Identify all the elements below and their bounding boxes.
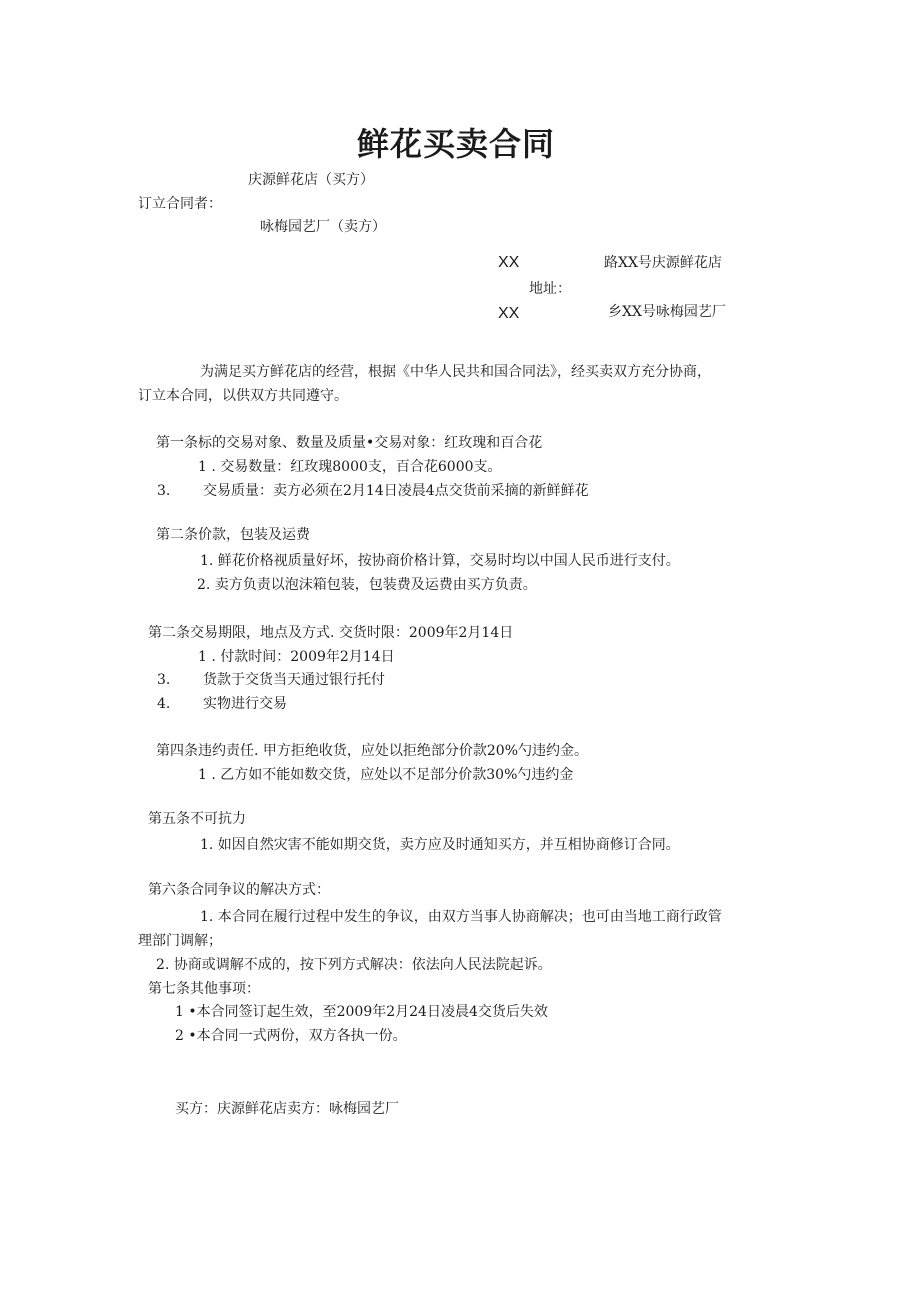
section-2-item-2: 2. 卖方负责以泡沫箱包装，包装费及运费由买方负责。 (197, 577, 537, 593)
intro-line1: 为满足买方鲜花店的经营，根据《中华人民共和国合同法》，经买卖双方充分协商， (200, 364, 711, 380)
section-6-item-2: 2. 协商或调解不成的，按下列方式解决：依法向人民法院起诉。 (156, 957, 552, 973)
section-4-item-1: 1 . 乙方如不能如数交货，应处以不足部分价款30%勺违约金 (198, 767, 574, 783)
signature-line: 买方：庆源鲜花店卖方：咏梅园艺厂 (175, 1101, 399, 1117)
buyer-party: 庆源鲜花店（买方） (248, 172, 374, 188)
section-3-title: 第二条交易期限，地点及方式. 交货时限：2009年2月14日 (148, 625, 514, 641)
section-7-title: 第七条其他事项： (148, 981, 260, 997)
section-5-item-1: 1. 如因自然灾害不能如期交货，卖方应及时通知买方，并互相协商修订合同。 (200, 837, 680, 853)
section-5-title: 第五条不可抗力 (148, 811, 246, 827)
section-1-item-1: 1 . 交易数量：红玫瑰8000支，百合花6000支。 (198, 459, 502, 475)
section-1-item-3-number: 3. (157, 483, 171, 499)
address-label: 地址： (529, 281, 571, 297)
section-7-item-2: 2 •本合同一式两份，双方各执一份。 (175, 1028, 407, 1044)
section-1-item-3: 交易质量：卖方必须在2月14日凌晨4点交货前采摘的新鲜鲜花 (203, 483, 589, 499)
section-7-item-1: 1 •本合同签订起生效，至2009年2月24日凌晨4交货后失效 (175, 1004, 548, 1020)
section-3-item-3: 货款于交货当天通过银行托付 (203, 672, 385, 688)
section-6-title: 第六条合同争议的解决方式： (148, 882, 330, 898)
address-line2-prefix: XX (498, 305, 520, 322)
seller-party: 咏梅园艺厂（卖方） (260, 219, 386, 235)
section-6-item-1-line2: 理部门调解； (138, 933, 222, 949)
section-3-item-4-number: 4. (157, 696, 171, 712)
parties-label: 订立合同者： (138, 196, 222, 212)
address-line1: 路XX号庆源鲜花店 (604, 255, 722, 271)
section-1-title: 第一条标的交易对象、数量及质量•交易对象：红玫瑰和百合花 (156, 435, 543, 451)
section-2-item-1: 1. 鲜花价格视质量好坏，按协商价格计算，交易时均以中国人民币进行支付。 (200, 553, 680, 569)
section-3-item-4: 实物进行交易 (203, 696, 287, 712)
document-title: 鲜花买卖合同 (357, 125, 556, 163)
address-line1-prefix: XX (498, 254, 520, 271)
section-6-item-1-line1: 1. 本合同在履行过程中发生的争议，由双方当事人协商解决；也可由当地工商行政管 (200, 909, 722, 925)
address-line2: 乡XX号咏梅园艺厂 (608, 304, 726, 320)
section-2-title: 第二条价款，包装及运费 (156, 527, 310, 543)
intro-line2: 订立本合同，以供双方共同遵守。 (138, 388, 348, 404)
section-3-item-3-number: 3. (157, 672, 171, 688)
section-4-title: 第四条违约责任. 甲方拒绝收货，应处以拒绝部分价款20%勺违约金。 (156, 743, 589, 759)
section-3-item-1: 1 . 付款时间：2009年2月14日 (198, 649, 395, 665)
